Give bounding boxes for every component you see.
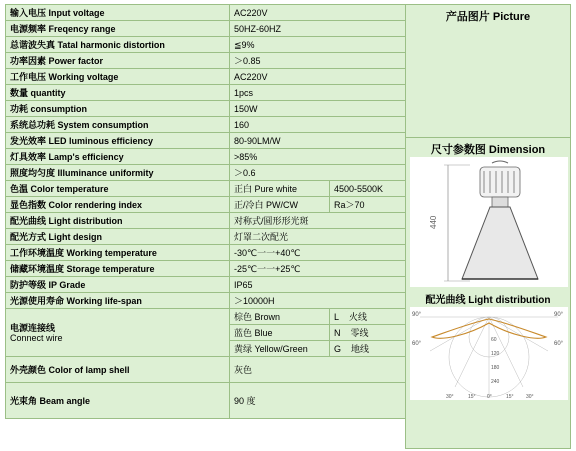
spec-row bbox=[6, 69, 406, 85]
wire-color: 黄绿 Yellow/Green bbox=[230, 341, 330, 357]
lamp-drawing bbox=[410, 157, 568, 287]
spec-row bbox=[6, 165, 406, 181]
spec-row bbox=[6, 85, 406, 101]
spec-row bbox=[6, 229, 406, 245]
spec-label: 照度均匀度 Illuminance uniformity bbox=[6, 165, 230, 181]
spec-label: 输入电压 Input voltage bbox=[6, 5, 230, 21]
spec-value: IP65 bbox=[230, 277, 406, 293]
spec-value: 1pcs bbox=[230, 85, 406, 101]
dimension-value: 440 bbox=[429, 215, 438, 229]
spec-label: 功耗 consumption bbox=[6, 101, 230, 117]
polar-diagram bbox=[410, 307, 568, 400]
ring-label: 180 bbox=[491, 365, 500, 371]
wire-label bbox=[6, 309, 230, 357]
wire-color: 棕色 Brown bbox=[230, 309, 330, 325]
spec-label: 配光曲线 Light distribution bbox=[6, 213, 230, 229]
spec-label: 电源频率 Freqency range bbox=[6, 21, 230, 37]
right-panel bbox=[405, 4, 571, 449]
ring-label: 240 bbox=[491, 379, 500, 385]
ring-label: 120 bbox=[491, 351, 500, 357]
angle-label: 15° bbox=[506, 394, 514, 400]
neck bbox=[492, 197, 508, 207]
ring-label: 60 bbox=[491, 337, 497, 343]
wire-label-en: Connect wire bbox=[10, 332, 63, 343]
spec-value: -25℃一一+25℃ bbox=[230, 261, 406, 277]
spec-label: 配光方式 Light design bbox=[6, 229, 230, 245]
polar-grid bbox=[420, 317, 558, 397]
spec-value: ≦9% bbox=[230, 37, 406, 53]
dimension-title: 尺寸参数图 Dimension bbox=[430, 144, 546, 156]
color-temp-label: 色温 Color temperature bbox=[6, 181, 230, 197]
polar-chart bbox=[410, 307, 568, 400]
spec-row bbox=[6, 133, 406, 149]
spec-row bbox=[6, 261, 406, 277]
angle-label: 0° bbox=[487, 394, 492, 400]
spec-label: 数量 quantity bbox=[6, 85, 230, 101]
spec-label: 功率因素 Power factor bbox=[6, 53, 230, 69]
shell-label: 外壳颜色 Color of lamp shell bbox=[6, 357, 230, 383]
beam-label: 光束角 Beam angle bbox=[6, 383, 230, 419]
spec-label: 系统总功耗 System consumption bbox=[6, 117, 230, 133]
spec-row bbox=[6, 213, 406, 229]
spec-label: 储藏环境温度 Storage temperature bbox=[6, 261, 230, 277]
distribution-title: 配光曲线 Light distribution bbox=[425, 295, 551, 306]
divider bbox=[406, 137, 570, 138]
hook bbox=[492, 161, 508, 163]
spec-row bbox=[6, 37, 406, 53]
spec-row bbox=[6, 53, 406, 69]
spec-value: ＞0.6 bbox=[230, 165, 406, 181]
spec-table bbox=[5, 4, 406, 419]
spec-label: 发光效率 LED luminous efficiency bbox=[6, 133, 230, 149]
spec-value: -30℃一一+40℃ bbox=[230, 245, 406, 261]
wire-code: G 地线 bbox=[330, 341, 406, 357]
dimension-drawing bbox=[410, 157, 568, 287]
angle-label: 15° bbox=[468, 394, 476, 400]
wire-color: 蓝色 Blue bbox=[230, 325, 330, 341]
spec-row bbox=[6, 117, 406, 133]
spec-row bbox=[6, 21, 406, 37]
cri-range: Ra＞70 bbox=[330, 197, 406, 213]
color-temp-range: 4500-5500K bbox=[330, 181, 406, 197]
polar-label: 90° bbox=[412, 312, 422, 318]
spec-value: AC220V bbox=[230, 5, 406, 21]
wire-code: L 火线 bbox=[330, 309, 406, 325]
spec-value: ＞10000H bbox=[230, 293, 406, 309]
spec-value: 80-90LM/W bbox=[230, 133, 406, 149]
spec-label: 总谐波失真 Tatal harmonic distortion bbox=[6, 37, 230, 53]
spec-row bbox=[6, 293, 406, 309]
reflector bbox=[462, 207, 538, 279]
polar-label: 60° bbox=[554, 341, 564, 347]
wire-label-cn: 电源连接线 bbox=[10, 322, 56, 333]
beam-value: 90 度 bbox=[230, 383, 406, 419]
wire-code: N 零线 bbox=[330, 325, 406, 341]
polar-label: 60° bbox=[412, 341, 422, 347]
spec-value: 160 bbox=[230, 117, 406, 133]
spec-row bbox=[6, 277, 406, 293]
spec-row bbox=[6, 245, 406, 261]
spec-label: 灯具效率 Lamp's efficiency bbox=[6, 149, 230, 165]
spec-value: 灯罩二次配光 bbox=[230, 229, 406, 245]
color-temp-value: 正白 Pure white bbox=[230, 181, 330, 197]
spec-label: 防护等级 IP Grade bbox=[6, 277, 230, 293]
polar-label: 90° bbox=[554, 312, 564, 318]
spec-value: 50HZ-60HZ bbox=[230, 21, 406, 37]
shell-value: 灰色 bbox=[230, 357, 406, 383]
spec-value: >85% bbox=[230, 149, 406, 165]
spec-row bbox=[6, 5, 406, 21]
spec-value: ＞0.85 bbox=[230, 53, 406, 69]
spec-value: 对称式/圆形形光斑 bbox=[230, 213, 406, 229]
angle-label: 30° bbox=[526, 394, 534, 400]
spec-row bbox=[6, 101, 406, 117]
spec-label: 工作电压 Working voltage bbox=[6, 69, 230, 85]
spec-label: 光源使用寿命 Working life-span bbox=[6, 293, 230, 309]
spec-value: 150W bbox=[230, 101, 406, 117]
picture-title: 产品图片 Picture bbox=[445, 11, 531, 23]
angle-label: 30° bbox=[446, 394, 454, 400]
spec-row bbox=[6, 149, 406, 165]
cri-value: 正/冷白 PW/CW bbox=[230, 197, 330, 213]
spec-value: AC220V bbox=[230, 69, 406, 85]
cri-label: 显色指数 Color rendering index bbox=[6, 197, 230, 213]
spec-label: 工作环境温度 Working temperature bbox=[6, 245, 230, 261]
